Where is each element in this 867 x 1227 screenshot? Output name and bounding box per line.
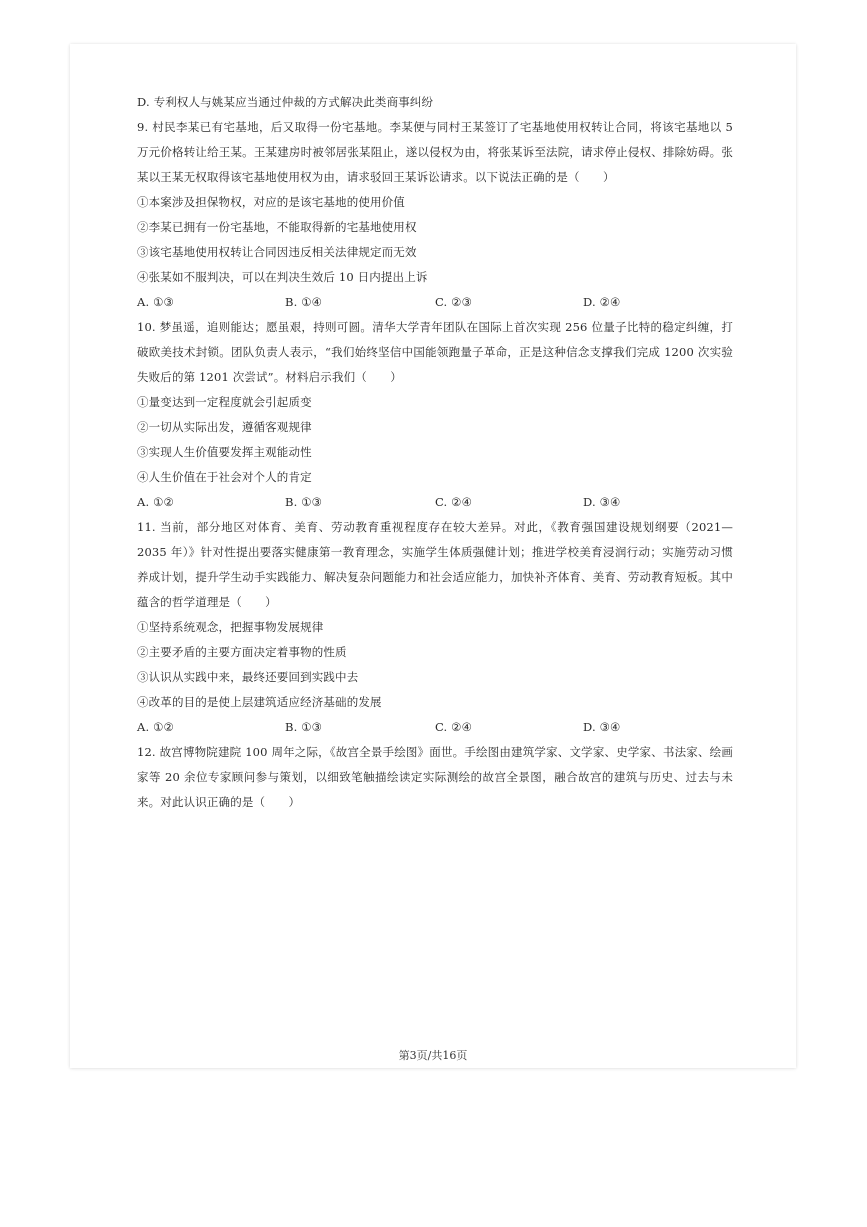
question-10-option-3: ③实现人生价值要发挥主观能动性: [137, 445, 312, 459]
choice-a: A. ①②: [137, 495, 174, 509]
choice-c: C. ②④: [435, 495, 473, 509]
question-11-option-4: ④改革的目的是使上层建筑适应经济基础的发展: [137, 695, 382, 709]
question-11-choices: [137, 715, 733, 740]
choice-d: D. ③④: [583, 720, 621, 734]
question-11-option-1: ①坚持系统观念，把握事物发展规律: [137, 620, 324, 634]
question-12-stem: 12. 故宫博物院建院 100 周年之际，《故宫全景手绘图》面世。手绘图由建筑学家、文学家、史学家、书法家、绘画家等 20 余位专家顾问参与策划，以细致笔触描绘读定实际测绘的故宫全景图，融合故宫的建筑与历史、过去与未来。对此认识正确的是（ ）: [137, 745, 733, 809]
question-10-option-4: ④人生价值在于社会对个人的肯定: [137, 470, 312, 484]
page-content: [137, 90, 733, 815]
document-page: [70, 44, 796, 1068]
choice-c: C. ②④: [435, 720, 473, 734]
option-line: D. 专利权人与姚某应当通过仲裁的方式解决此类商事纠纷: [137, 95, 434, 109]
page-number: 第3页/共16页: [398, 1049, 468, 1062]
choice-a: A. ①③: [137, 295, 174, 309]
choice-c: C. ②③: [435, 295, 473, 309]
question-11-option-2: ②主要矛盾的主要方面决定着事物的性质: [137, 645, 347, 659]
question-10-option-1: ①量变达到一定程度就会引起质变: [137, 395, 312, 409]
question-9-option-3: ③该宅基地使用权转让合同因违反相关法律规定而无效: [137, 245, 417, 259]
question-11-stem: 11. 当前，部分地区对体育、美育、劳动教育重视程度存在较大差异。对此，《教育强国建设规划纲要（2021—2035 年）》针对性提出要落实健康第一教育理念，实施学生体质强健计划；推进学校美育浸润行动；实施劳动习惯养成计划，提升学生动手实践能力、解决复杂问题能力和社会适应能力，加快补齐体育、美育、劳动教育短板。其中蕴含的哲学道理是（ ）: [137, 520, 733, 609]
choice-a: A. ①②: [137, 720, 174, 734]
choice-d: D. ②④: [583, 295, 621, 309]
question-9-stem: 9. 村民李某已有宅基地，后又取得一份宅基地。李某便与同村王某签订了宅基地使用权转让合同，将该宅基地以 5 万元价格转让给王某。王某建房时被邻居张某阻止，遂以侵权为由，将张某诉至法院，请求停止侵权、排除妨碍。张某以王某无权取得该宅基地使用权为由，请求驳回王某诉讼请求。以下说法正确的是（ ）: [137, 120, 733, 184]
question-11-option-3: ③认识从实践中来，最终还要回到实践中去: [137, 670, 359, 684]
choice-b: B. ①③: [285, 495, 323, 509]
question-10-option-2: ②一切从实际出发，遵循客观规律: [137, 420, 312, 434]
question-9-option-4: ④张某如不服判决，可以在判决生效后 10 日内提出上诉: [137, 270, 428, 284]
question-9-choices: [137, 290, 733, 315]
question-9-option-2: ②李某已拥有一份宅基地，不能取得新的宅基地使用权: [137, 220, 417, 234]
choice-b: B. ①③: [285, 720, 323, 734]
question-10-stem: 10. 梦虽遥，追则能达；愿虽艰，持则可圆。清华大学青年团队在国际上首次实现 256 位量子比特的稳定纠缠，打破欧美技术封锁。团队负责人表示，“我们始终坚信中国能领跑量子革命，正是这种信念支撑我们完成 1200 次实验失败后的第 1201 次尝试”。材料启示我们（ ）: [137, 320, 733, 384]
choice-b: B. ①④: [285, 295, 323, 309]
choice-d: D. ③④: [583, 495, 621, 509]
question-10-choices: [137, 490, 733, 515]
question-9-option-1: ①本案涉及担保物权，对应的是该宅基地的使用价值: [137, 195, 405, 209]
